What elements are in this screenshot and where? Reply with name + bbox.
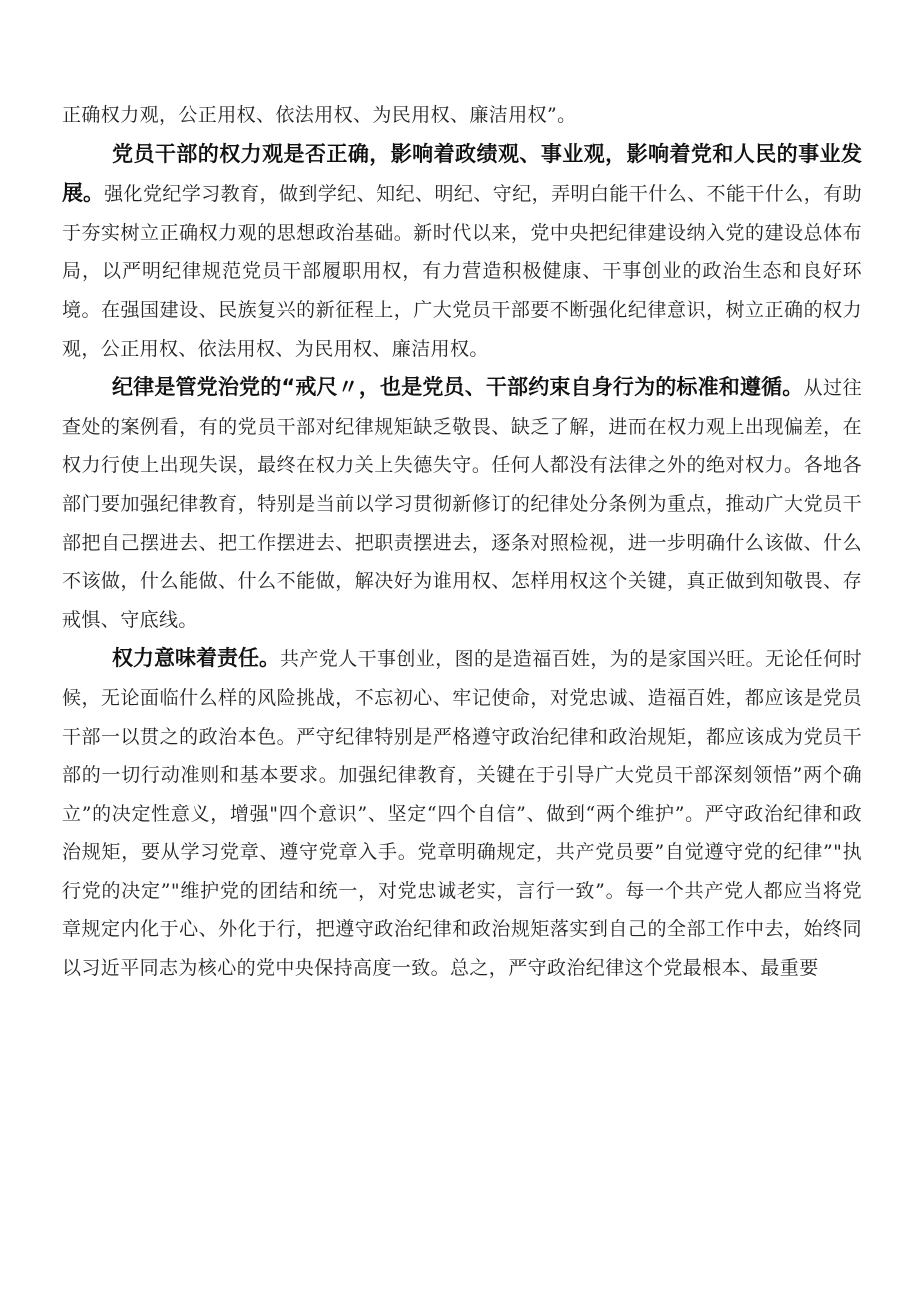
paragraph-continuation: [62, 96, 862, 135]
paragraph-text: 正确权力观，公正用权、依法用权、为民用权、廉洁用权”。: [62, 104, 577, 126]
paragraph-text: 共产党人干事创业，图的是造福百姓，为的是家国兴旺。无论任何时候，无论面临什么样的风险挑战，不忘初心、牢记使命，对党忠诚、造福百姓，都应该是党员干部一以贯之的政治本色。严守纪律特别是严格遵守政治纪律和政治规矩，都应该成为党员干部的一切行动准则和基本要求。加强纪律教育，关键在于引导广大党员干部深刻领悟”两个确立”的决定性意义，增强"四个意识”、坚定“四个自信”、做到“两个维护”。严守政治纪律和政治规矩，要从学习党章、遵守党章入手。党章明确规定，共产党员要”自觉遵守党的纪律”"执行党的决定”"维护党的团结和统一，对党忠诚老实，言行一致”。每一个共产党人都应当将党章规定内化于心、外化于行，把遵守政治纪律和政治规矩落实到自己的全部工作中去，始终同以习近平同志为核心的党中央保持高度一致。总之，严守政治纪律这个党最根本、最重要: [62, 648, 863, 980]
paragraph-power-responsibility: [62, 639, 862, 987]
paragraph-discipline-ruler: [62, 368, 862, 639]
paragraph-text: 从过往查处的案例看，有的党员干部对纪律规矩缺乏敬畏、缺乏了解，进而在权力观上出现偏差，在权力行使上出现失误，最终在权力关上失德失守。任何人都没有法律之外的绝对权力。各地各部门要加强纪律教育，特别是当前以学习贯彻新修订的纪律处分条例为重点，推动广大党员干部把自己摆进去、把工作摆进去、把职责摆进去，逐条对照检视，进一步明确什么该做、什么不该做，什么能做、什么不能做，解决好为谁用权、怎样用权这个关键，真正做到知敬畏、存戒惧、守底线。: [62, 377, 862, 631]
paragraph-lead: 权力意味着责任。: [112, 646, 280, 671]
paragraph-power-view: [62, 135, 862, 369]
paragraph-text: 强化党纪学习教育，做到学纪、知纪、明纪、守纪，弄明白能干什么、不能干什么，有助于夯实树立正确权力观的思想政治基础。新时代以来，党中央把纪律建设纳入党的建设总体布局，以严明纪律规范党员干部履职用权，有力营造积极健康、干事创业的政治生态和良好环境。在强国建设、民族复兴的新征程上，广大党员干部要不断强化纪律意识，树立正确的权力观，公正用权、依法用权、为民用权、廉洁用权。: [62, 183, 863, 360]
paragraph-lead: 纪律是管党治党的“戒尺〃，也是党员、干部约束自身行为的标准和遵循。: [112, 375, 804, 400]
document-body: [62, 96, 862, 988]
paragraph-lead: 党员干部的权力观是否正确，影响着政绩观、事业观，影响着党和人民的事业发展。: [62, 141, 862, 206]
